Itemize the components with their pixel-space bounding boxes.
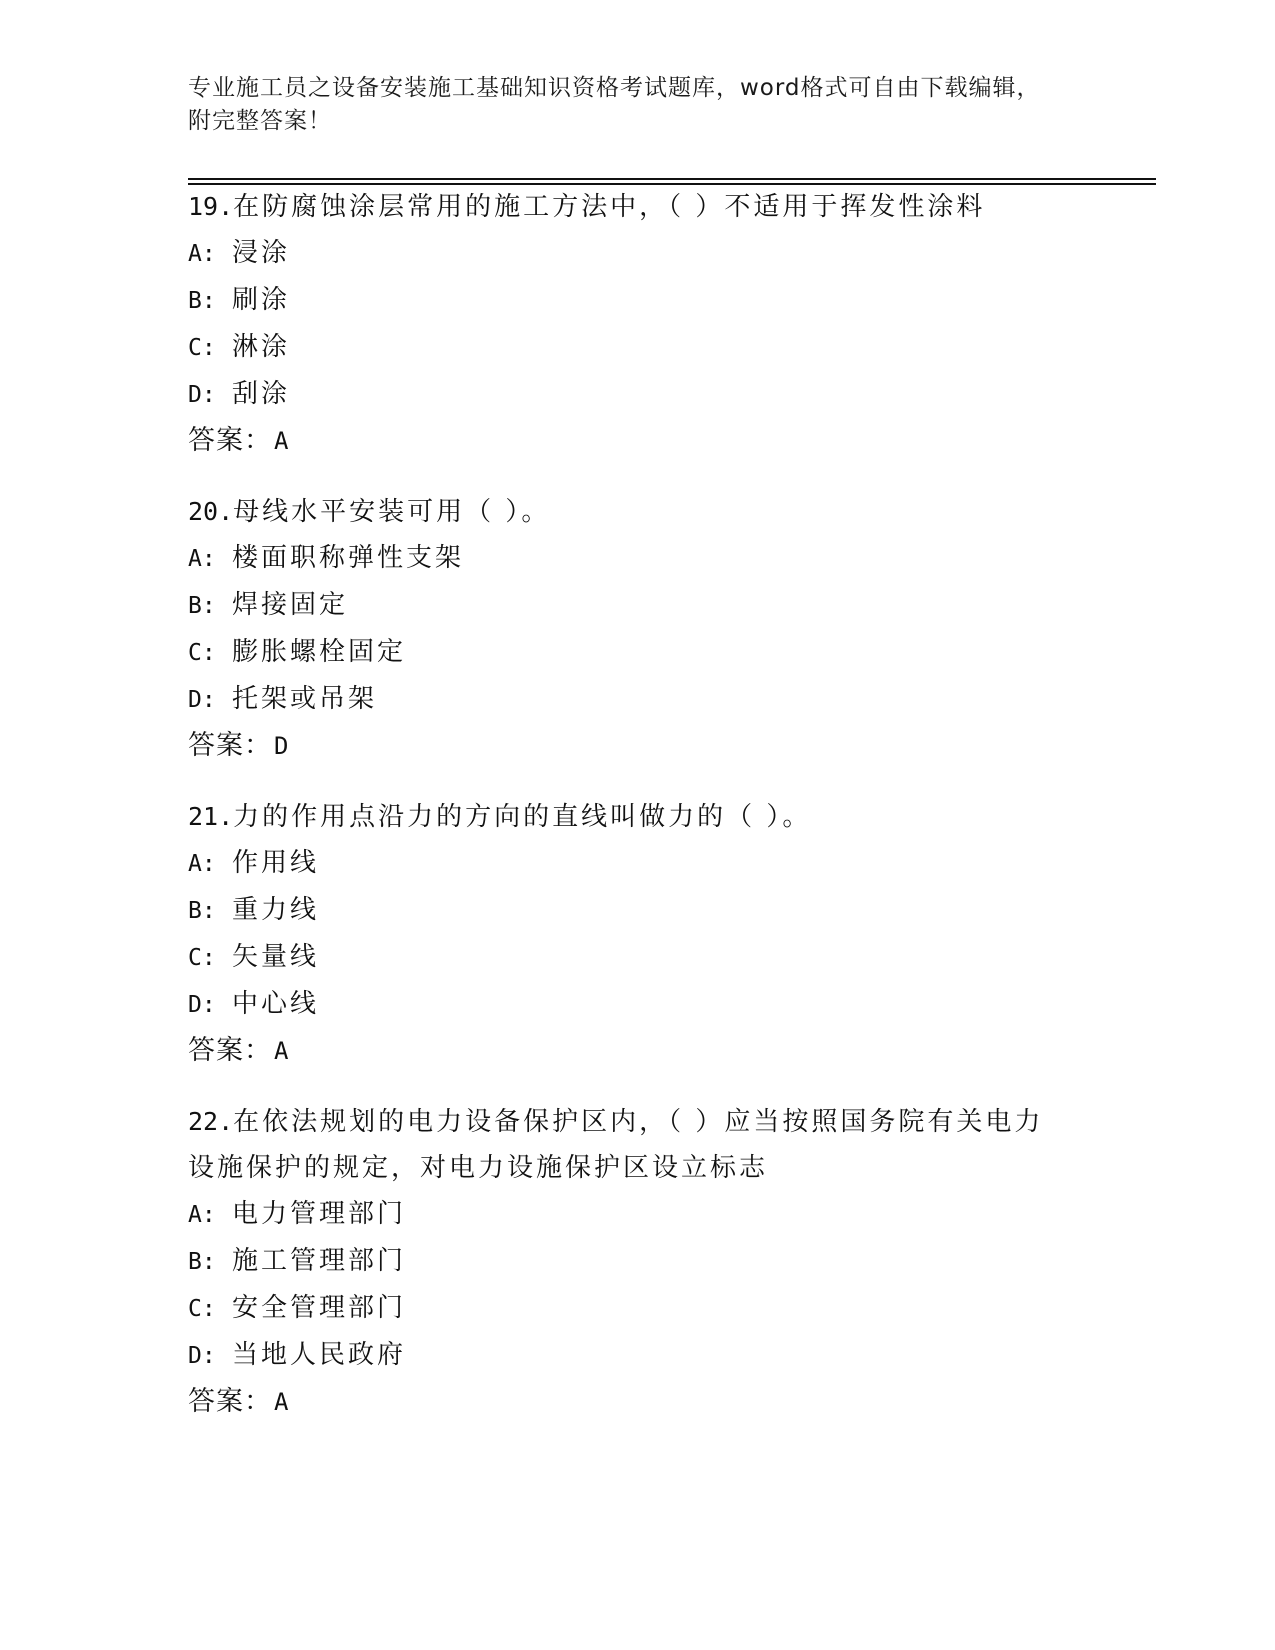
option-b: [188, 582, 1088, 629]
question-number: 19.: [188, 192, 234, 221]
question-stem: 力的作用点沿力的方向的直线叫做力的（ ）。: [233, 802, 812, 832]
option-text: 安全管理部门: [232, 1293, 407, 1323]
option-letter: A:: [188, 1202, 216, 1228]
option-d: [188, 981, 1088, 1028]
answer-value: A: [274, 427, 290, 455]
answer-label: 答案：: [188, 730, 272, 761]
answer-value: A: [274, 1037, 290, 1065]
option-c: [188, 1285, 1088, 1332]
option-text: 膨胀螺栓固定: [232, 637, 407, 667]
question-text: [188, 184, 1088, 230]
document-header: [188, 72, 1088, 138]
rule-line-top: [188, 178, 1156, 180]
question-text: [188, 1099, 1088, 1145]
option-text: 浸涂: [232, 238, 291, 268]
header-line-2: 附完整答案！: [188, 108, 332, 134]
option-a: [188, 230, 1088, 277]
option-c: [188, 934, 1088, 981]
question-number: 22.: [188, 1107, 234, 1136]
option-c: [188, 629, 1088, 676]
option-letter: C:: [188, 945, 216, 971]
answer-value: D: [274, 732, 290, 760]
option-text: 焊接固定: [232, 590, 349, 620]
option-b: [188, 1238, 1088, 1285]
option-a: [188, 1191, 1088, 1238]
question-20: [188, 489, 1088, 769]
option-letter: C:: [188, 335, 216, 361]
question-19: [188, 184, 1088, 464]
option-d: [188, 1332, 1088, 1379]
option-text: 托架或吊架: [232, 684, 378, 714]
answer-label: 答案：: [188, 1035, 272, 1066]
question-stem: 在防腐蚀涂层常用的施工方法中，（ ）不适用于挥发性涂料: [233, 192, 986, 222]
option-a: [188, 840, 1088, 887]
option-letter: C:: [188, 1296, 216, 1322]
answer-line: [188, 723, 1088, 769]
option-letter: B:: [188, 593, 216, 619]
question-21: [188, 794, 1088, 1074]
answer-value: A: [274, 1388, 290, 1416]
option-c: [188, 324, 1088, 371]
option-letter: D:: [188, 992, 216, 1018]
option-text: 当地人民政府: [232, 1340, 407, 1370]
answer-line: [188, 1028, 1088, 1074]
option-text: 刷涂: [232, 285, 291, 315]
option-letter: D:: [188, 382, 216, 408]
answer-line: [188, 418, 1088, 464]
question-text: [188, 489, 1088, 535]
answer-label: 答案：: [188, 1386, 272, 1417]
option-letter: C:: [188, 640, 216, 666]
option-text: 刮涂: [232, 379, 291, 409]
question-22: [188, 1099, 1088, 1425]
option-a: [188, 535, 1088, 582]
question-stem-line-1: 在依法规划的电力设备保护区内，（ ）应当按照国务院有关电力: [233, 1107, 1044, 1137]
question-number: 20.: [188, 497, 234, 526]
option-letter: B:: [188, 898, 216, 924]
option-letter: B:: [188, 288, 216, 314]
option-d: [188, 371, 1088, 418]
option-text: 淋涂: [232, 332, 291, 362]
option-letter: A:: [188, 851, 216, 877]
option-letter: B:: [188, 1249, 216, 1275]
option-text: 中心线: [232, 989, 320, 1019]
answer-label: 答案：: [188, 425, 272, 456]
option-letter: D:: [188, 687, 216, 713]
option-b: [188, 277, 1088, 324]
option-text: 施工管理部门: [232, 1246, 407, 1276]
answer-line: [188, 1379, 1088, 1425]
header-line-1: 专业施工员之设备安装施工基础知识资格考试题库，word格式可自由下载编辑，: [188, 75, 1041, 101]
question-text-continued: [188, 1145, 1088, 1191]
option-d: [188, 676, 1088, 723]
option-letter: D:: [188, 1343, 216, 1369]
option-text: 电力管理部门: [232, 1199, 407, 1229]
question-stem-line-2: 设施保护的规定，对电力设施保护区设立标志: [188, 1153, 769, 1183]
option-letter: A:: [188, 241, 216, 267]
question-text: [188, 794, 1088, 840]
question-stem: 母线水平安装可用（ ）。: [233, 497, 551, 527]
question-number: 21.: [188, 802, 234, 831]
option-text: 楼面职称弹性支架: [232, 543, 465, 573]
option-text: 重力线: [232, 895, 320, 925]
option-b: [188, 887, 1088, 934]
option-text: 矢量线: [232, 942, 320, 972]
option-letter: A:: [188, 546, 216, 572]
option-text: 作用线: [232, 848, 320, 878]
